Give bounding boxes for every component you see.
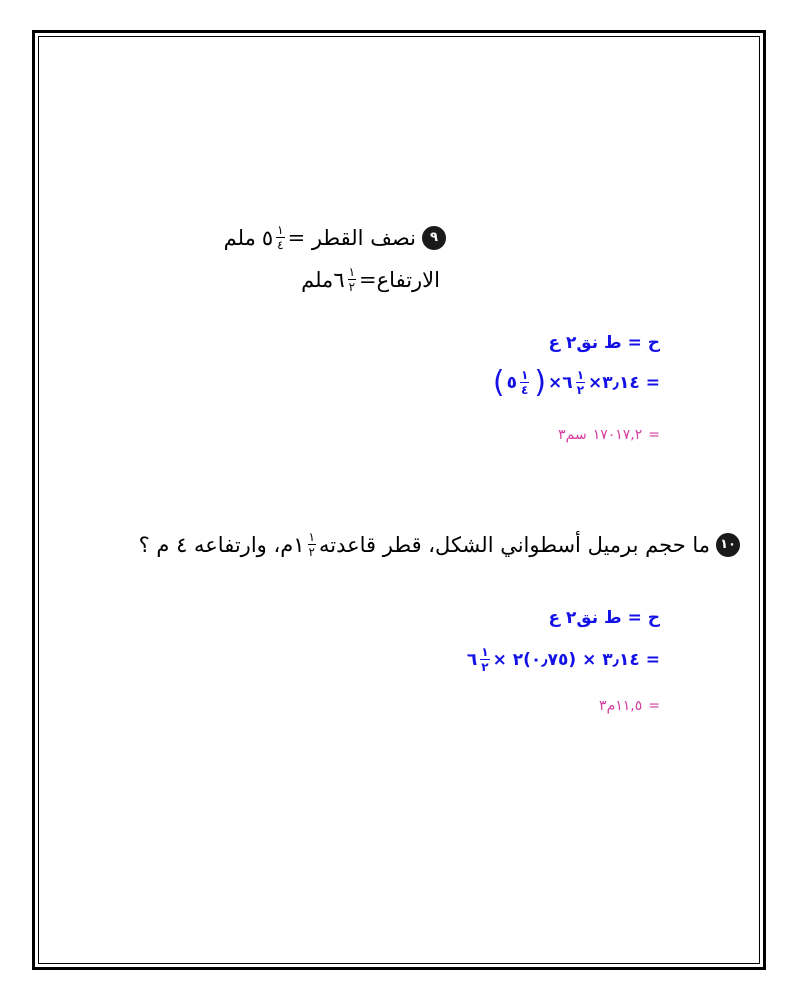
q10-formula: [548, 608, 660, 628]
q10-diameter-fraction: [308, 531, 316, 558]
fraction-denominator: ٢: [481, 660, 489, 674]
q10-result: [599, 698, 660, 714]
q10-substitution: [467, 646, 660, 673]
fraction-denominator: ٢: [308, 545, 315, 559]
fraction-denominator: ٤: [521, 383, 529, 397]
height-whole: ٦: [562, 372, 573, 393]
fraction-numerator: ١: [277, 223, 284, 237]
q9-height-label: الارتفاع=: [359, 267, 440, 292]
page-border-inner: [38, 36, 760, 964]
fraction-denominator: ٤: [277, 238, 284, 252]
q10-height-fraction: [480, 646, 489, 673]
equals-sign: =: [645, 649, 660, 670]
q10-text-before: ما حجم برميل أسطواني الشكل، قطر قاعدته: [318, 532, 710, 557]
q10-question: [139, 531, 740, 558]
q10-result-unit: م٣: [599, 698, 616, 714]
q9-radius-unit: ملم: [223, 225, 256, 250]
equals-sign: =: [645, 372, 660, 393]
q9-height-whole: ٦: [333, 267, 345, 292]
q9-formula-text: ح = ط نق٢ ع: [548, 333, 660, 353]
times-sign: ×: [548, 372, 563, 393]
fraction-denominator: ٢: [348, 280, 356, 294]
radius-whole: ٥: [506, 372, 517, 393]
q9-height-fraction: [348, 266, 356, 293]
q9-formula: [548, 333, 660, 353]
fraction-numerator: ١: [348, 265, 356, 279]
fraction-numerator: ١: [308, 530, 315, 544]
q9-result-value: ١٧٠١٧,٢: [592, 427, 643, 443]
q9-substitution: [491, 365, 660, 400]
paren-open: (: [534, 365, 547, 400]
q9-line-radius: [224, 224, 446, 251]
pi-value: ٣٫١٤: [602, 372, 640, 393]
q9-radius-whole: ٥: [261, 225, 274, 250]
q9-line-height: [301, 266, 440, 293]
paren-close: ): [492, 365, 505, 400]
q9-height-fraction-step: [576, 369, 585, 396]
q9-radius-fraction: [276, 224, 284, 251]
fraction-numerator: ١: [481, 645, 489, 659]
height-whole: ٦: [466, 649, 478, 670]
q10-result-value: ١١,٥: [615, 698, 643, 714]
fraction-numerator: ١: [576, 368, 585, 382]
equals-sign: =: [648, 427, 660, 443]
q9-radius-fraction-step: [520, 369, 529, 396]
q10-number-badge: ١٠: [716, 533, 740, 557]
q9-result: [558, 427, 660, 443]
q9-result-unit: سم٣: [558, 427, 587, 443]
q9-radius-label: نصف القطر =: [287, 225, 416, 250]
fraction-numerator: ١: [521, 368, 529, 382]
q10-text-after: ١م، وارتفاعه ٤ م ؟: [138, 532, 305, 557]
times-sign: ×: [588, 372, 603, 393]
q10-expression: ٣٫١٤ × (٠٫٧٥)٢ ×: [492, 649, 640, 670]
q10-formula-text: ح = ط نق٢ ع: [548, 608, 660, 628]
fraction-denominator: ٢: [576, 383, 585, 397]
q9-height-unit: ملم: [301, 267, 334, 292]
q9-number-badge: ٩: [422, 226, 446, 250]
equals-sign: =: [648, 698, 660, 714]
